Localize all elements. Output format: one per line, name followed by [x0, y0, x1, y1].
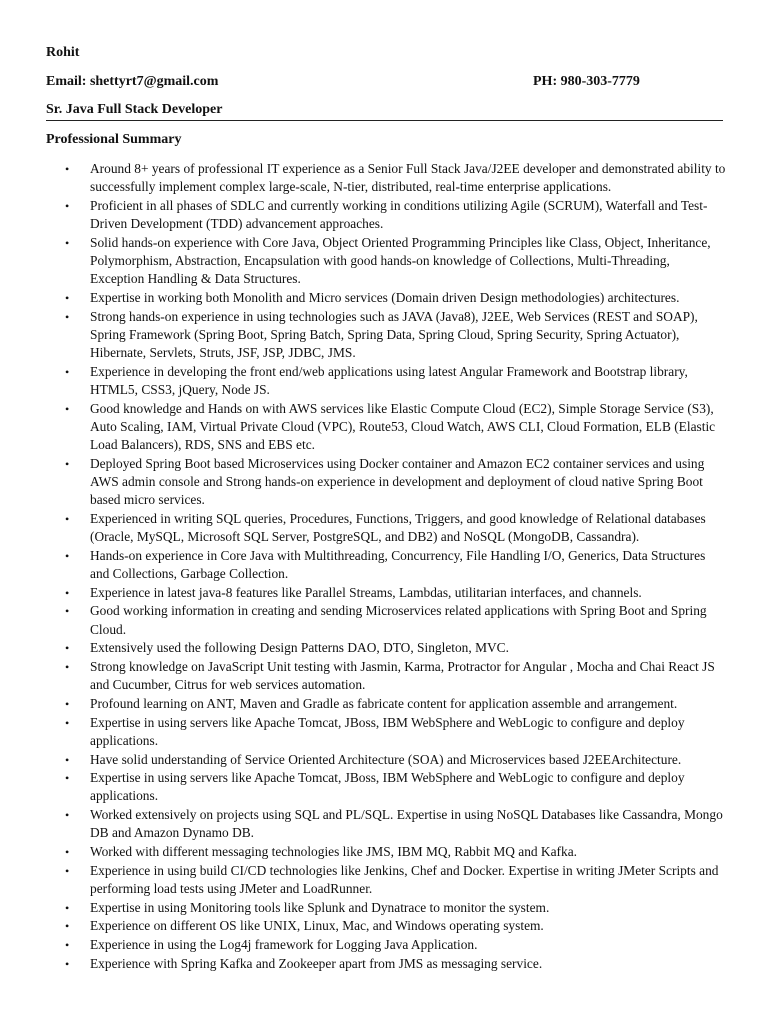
list-item	[46, 584, 726, 602]
list-item	[46, 955, 726, 973]
list-item	[46, 806, 726, 842]
bullet-icon: •	[65, 511, 70, 526]
list-item-text: Around 8+ years of professional IT experience as a Senior Full Stack Java/J2EE developer and demonstrated ability to successfully implement complex large-scale, N-tier, distributed, real-time enterprise applications.	[90, 161, 726, 195]
bullet-icon: •	[65, 198, 70, 213]
list-item-text: Expertise in using Monitoring tools like Splunk and Dynatrace to monitor the system.	[90, 899, 550, 915]
list-item	[46, 843, 726, 861]
list-item-text: Strong hands-on experience in using technologies such as JAVA (Java8), J2EE, Web Services (REST and SOAP), Spring Framework (Spring Boot, Spring Batch, Spring Data, Spring Cloud, Spring Security, Spring Actuator), Hibernate, Servlets, Struts, JSF, JSP, JDBC, JMS.	[90, 308, 698, 361]
summary-list	[46, 160, 726, 973]
list-item-text: Proficient in all phases of SDLC and currently working in conditions utilizing Agile (SCRUM), Waterfall and Test-Driven Development (TDD) advancement approaches.	[90, 197, 708, 232]
list-item	[46, 455, 726, 510]
bullet-icon: •	[65, 845, 70, 860]
bullet-icon: •	[65, 956, 70, 971]
list-item-text: Experience in developing the front end/web applications using latest Angular Framework and Bootstrap library, HTML5, CSS3, jQuery, Node JS.	[90, 363, 688, 397]
list-item	[46, 769, 726, 805]
bullet-icon: •	[65, 771, 70, 786]
list-item	[46, 658, 726, 694]
list-item-text: Experienced in writing SQL queries, Procedures, Functions, Triggers, and good knowledge of Relational databases (Oracle, MySQL, Microsoft SQL Server, PostgreSQL, and DB2) and NoSQL (MongoDB, Cassandra).	[90, 510, 706, 545]
bullet-icon: •	[65, 752, 70, 767]
bullet-icon: •	[65, 641, 70, 656]
bullet-icon: •	[65, 456, 70, 471]
job-title: Sr. Java Full Stack Developer	[46, 102, 223, 117]
list-item	[46, 751, 726, 769]
bullet-icon: •	[65, 938, 70, 953]
bullet-icon: •	[65, 863, 70, 878]
bullet-icon: •	[65, 585, 70, 600]
list-item-text: Worked extensively on projects using SQL and PL/SQL. Expertise in using NoSQL Databases like Cassandra, Mongo DB and Amazon Dynamo DB.	[90, 807, 723, 841]
bullet-icon: •	[65, 659, 70, 674]
bullet-icon: •	[65, 604, 70, 619]
list-item	[46, 547, 726, 583]
bullet-icon: •	[65, 808, 70, 823]
list-item	[46, 602, 726, 638]
list-item-text: Good working information in creating and sending Microservices related applications with Spring Boot and Spring Cloud.	[90, 603, 707, 637]
bullet-icon: •	[65, 900, 70, 915]
list-item-text: Experience in using the Log4j framework for Logging Java Application.	[90, 937, 478, 953]
bullet-icon: •	[65, 715, 70, 730]
bullet-icon: •	[65, 919, 70, 934]
list-item-text: Profound learning on ANT, Maven and Gradle as fabricate content for application assemble and arrangement.	[90, 695, 678, 711]
list-item-text: Have solid understanding of Service Oriented Architecture (SOA) and Microservices based J2EEArchitecture.	[90, 751, 682, 767]
bullet-icon: •	[65, 162, 70, 176]
header-divider	[46, 120, 723, 121]
list-item-text: Expertise in working both Monolith and Micro services (Domain driven Design methodologies) architectures.	[90, 289, 680, 305]
list-item	[46, 197, 726, 233]
bullet-icon: •	[65, 401, 70, 416]
bullet-icon: •	[65, 235, 70, 250]
bullet-icon: •	[65, 290, 70, 305]
list-item	[46, 917, 726, 935]
list-item	[46, 289, 726, 307]
bullet-icon: •	[65, 548, 70, 563]
list-item-text: Hands-on experience in Core Java with Multithreading, Concurrency, File Handling I/O, Generics, Data Structures and Collections, Garbage Collection.	[90, 547, 706, 581]
list-item	[46, 862, 726, 898]
phone-line: PH: 980-303-7779	[533, 74, 640, 89]
list-item	[46, 714, 726, 750]
list-item	[46, 363, 726, 399]
bullet-icon: •	[65, 696, 70, 711]
list-item	[46, 936, 726, 954]
list-item-text: Experience in latest java-8 features like Parallel Streams, Lambdas, utilitarian interfaces, and channels.	[90, 584, 642, 600]
list-item-text: Strong knowledge on JavaScript Unit testing with Jasmin, Karma, Protractor for Angular , Mocha and Chai React JS and Cucumber, Citrus for web services automation.	[90, 658, 715, 693]
list-item	[46, 639, 726, 657]
list-item-text: Good knowledge and Hands on with AWS services like Elastic Compute Cloud (EC2), Simple Storage Service (S3), Auto Scaling, IAM, Virtual Private Cloud (VPC), Route53, Cloud Watch, AWS CLI, Cloud Formation, ELB (Elastic Load Balancers), RDS, SNS and EBS etc.	[90, 400, 716, 453]
list-item-text: Worked with different messaging technologies like JMS, IBM MQ, Rabbit MQ and Kafka.	[90, 844, 577, 860]
list-item	[46, 234, 726, 289]
email-line: Email: shettyrt7@gmail.com	[46, 74, 219, 89]
bullet-icon: •	[65, 309, 70, 324]
list-item-text: Extensively used the following Design Patterns DAO, DTO, Singleton, MVC.	[90, 640, 509, 656]
list-item	[46, 695, 726, 713]
list-item	[46, 899, 726, 917]
list-item-text: Expertise in using servers like Apache Tomcat, JBoss, IBM WebSphere and WebLogic to configure and deploy applications.	[90, 714, 685, 748]
list-item	[46, 308, 726, 363]
list-item-text: Expertise in using servers like Apache Tomcat, JBoss, IBM WebSphere and WebLogic to configure and deploy applications.	[90, 770, 685, 804]
list-item-text: Experience with Spring Kafka and Zookeeper apart from JMS as messaging service.	[90, 955, 543, 971]
bullet-icon: •	[65, 364, 70, 379]
list-item	[46, 160, 726, 196]
list-item-text: Solid hands-on experience with Core Java, Object Oriented Programming Principles like Class, Object, Inheritance, Polymorphism, Abstraction, Encapsulation with good hands-on knowledge of Collections, Multi-Threading, Exception Handling & Data Structures.	[90, 234, 711, 287]
list-item-text: Deployed Spring Boot based Microservices using Docker container and Amazon EC2 container services and using AWS admin console and Strong hands-on experience in development and deployment of cloud native Spring Boot based micro services.	[90, 455, 705, 508]
list-item	[46, 400, 726, 455]
section-heading-professional-summary: Professional Summary	[46, 132, 182, 147]
list-item	[46, 510, 726, 546]
list-item-text: Experience in using build CI/CD technologies like Jenkins, Chef and Docker. Expertise in writing JMeter Scripts and performing load tests using JMeter and LoadRunner.	[90, 862, 719, 896]
candidate-name: Rohit	[46, 45, 80, 60]
list-item-text: Experience on different OS like UNIX, Linux, Mac, and Windows operating system.	[90, 918, 544, 934]
